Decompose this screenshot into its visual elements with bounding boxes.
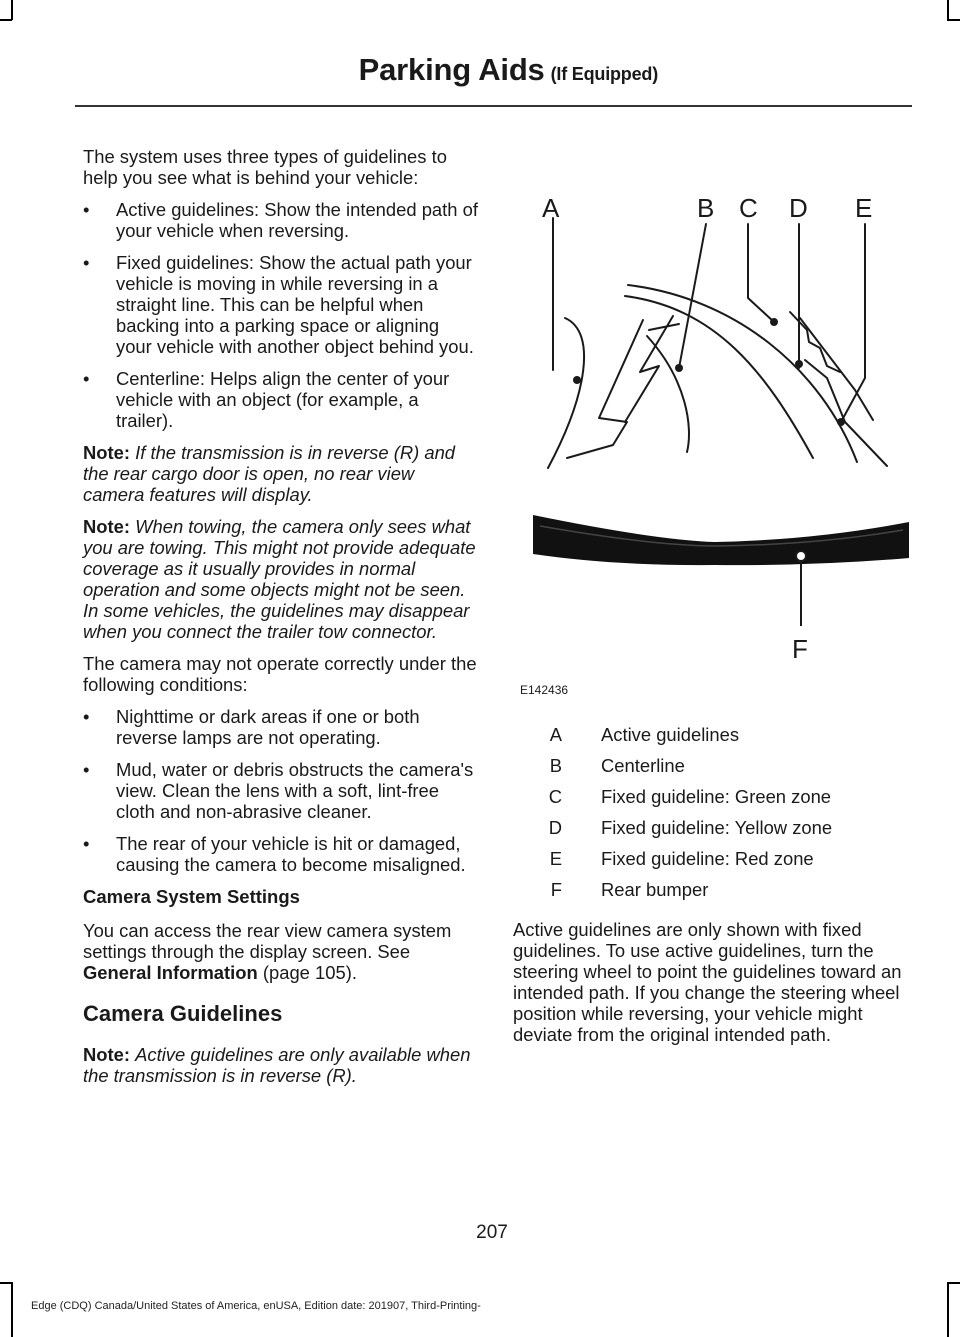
legend-key: A: [549, 724, 562, 745]
footer-edition: Edge (CDQ) Canada/United States of America, enUSA, Edition date: 201907, Third-Printing-: [31, 1300, 481, 1312]
list-item-text: Active guidelines: Show the intended path of your vehicle when reversing.: [116, 199, 478, 241]
legend-value: Active guidelines: [601, 724, 740, 745]
note-text: If the transmission is in reverse (R) and the rear cargo door is open, no rear view camera features will display.: [83, 442, 456, 505]
list-item: [83, 368, 478, 431]
legend-row: [515, 848, 915, 879]
callout-dot-a: [573, 376, 581, 384]
label-c: C: [739, 193, 758, 223]
figure-code: E142436: [520, 683, 569, 697]
list-item: [83, 759, 478, 822]
bullet-dot: •: [83, 759, 90, 780]
rear-bumper-shape: [533, 515, 909, 565]
legend-key: D: [548, 817, 562, 838]
crop-mark: [11, 0, 13, 20]
guidelines-diagram: [515, 190, 915, 700]
section-heading-guidelines: Camera Guidelines: [83, 1001, 283, 1026]
label-f: F: [792, 634, 808, 664]
crop-mark: [947, 19, 960, 21]
legend-value: Centerline: [601, 755, 685, 776]
left-column: [83, 146, 478, 1097]
crop-mark: [947, 0, 949, 20]
legend-row: [515, 817, 915, 848]
note-label: Note:: [83, 1044, 130, 1065]
crop-mark: [947, 1282, 949, 1337]
settings-paragraph: [83, 920, 478, 983]
legend-row: [515, 879, 915, 910]
figure-legend: [515, 724, 915, 910]
callout-dot-e: [837, 418, 845, 426]
page-reference: (page 105).: [257, 962, 357, 983]
legend-key: C: [548, 786, 562, 807]
callout-dot-b: [675, 364, 683, 372]
page-subtitle: (If Equipped): [550, 64, 658, 84]
list-item: [83, 706, 478, 748]
legend-row: [515, 786, 915, 817]
active-guidelines-paragraph: Active guidelines are only shown with fixed guidelines. To use active guidelines, turn the steering wheel to point the guidelines toward an intended path. If you change the steering wheel position while reversing, your vehicle might deviate from the original intended path.: [513, 919, 902, 1045]
camera-guidelines-figure: [515, 190, 915, 700]
page-number: 207: [476, 1222, 508, 1243]
crop-mark: [0, 19, 12, 21]
conditions-intro: The camera may not operate correctly under the following conditions:: [83, 653, 477, 695]
header-divider: [75, 105, 912, 107]
leader-c: [748, 224, 774, 322]
crop-mark: [0, 1282, 12, 1284]
bullet-dot: •: [83, 706, 90, 727]
fixed-guideline-left-inner: [625, 316, 673, 422]
list-item: [83, 833, 478, 875]
list-item-text: Centerline: Helps align the center of your vehicle with an object (for example, a trailer).: [116, 368, 450, 431]
legend-key: E: [549, 848, 562, 869]
bullet-dot: •: [83, 252, 90, 273]
callout-dot-d: [795, 360, 803, 368]
callout-dot-f: [796, 551, 806, 561]
legend-row: [515, 755, 915, 786]
callout-dot-c: [770, 318, 778, 326]
note-active-guidelines: [83, 1044, 478, 1086]
cross-reference-link[interactable]: General Information: [83, 962, 258, 983]
label-b: B: [697, 193, 715, 223]
crop-mark: [947, 1282, 960, 1284]
note-text: Active guidelines are only available when the transmission is in reverse (R).: [83, 1044, 471, 1086]
page-title-text: Parking Aids: [358, 52, 545, 87]
bullet-dot: •: [83, 199, 90, 220]
bullet-dot: •: [83, 368, 90, 389]
label-e: E: [855, 193, 873, 223]
label-d: D: [789, 193, 808, 223]
fixed-guideline-left: [567, 320, 643, 458]
legend-value: Fixed guideline: Yellow zone: [601, 817, 833, 838]
legend-value: Fixed guideline: Green zone: [601, 786, 832, 807]
legend-row: [515, 724, 915, 755]
fixed-guideline-right-outer: [800, 318, 873, 420]
crop-mark: [11, 1282, 13, 1337]
note-text: When towing, the camera only sees what you are towing. This might not provide adequate coverage as it usually provides in normal operation and some objects might not be seen. In some vehicles, the guidelines may disappear when you connect the trailer tow connector.: [83, 516, 476, 642]
bullet-dot: •: [83, 833, 90, 854]
list-item: [83, 252, 478, 357]
settings-text: You can access the rear view camera system settings through the display screen. See: [83, 920, 452, 962]
note-label: Note:: [83, 442, 130, 463]
leader-e: [841, 224, 865, 422]
intro-paragraph: The system uses three types of guidelines to help you see what is behind your vehicle:: [83, 146, 447, 188]
list-item-text: Nighttime or dark areas if one or both reverse lamps are not operating.: [116, 706, 420, 748]
legend-value: Rear bumper: [601, 879, 709, 900]
note-label: Note:: [83, 516, 130, 537]
legend-key: F: [550, 879, 562, 900]
note-towing: [83, 516, 478, 642]
fixed-guideline-tick: [649, 324, 679, 330]
list-item: [83, 199, 478, 241]
page-title: [359, 52, 658, 88]
note-reverse-cargo: [83, 442, 478, 505]
list-item-text: Mud, water or debris obstructs the camera's view. Clean the lens with a soft, lint-free cloth and non-abrasive cleaner.: [116, 759, 474, 822]
legend-key: B: [549, 755, 562, 776]
section-heading-settings: Camera System Settings: [83, 886, 300, 907]
list-item-text: Fixed guidelines: Show the actual path your vehicle is moving in while reversing in a straight line. This can be helpful when backing into a parking space or aligning your vehicle with another object behind you.: [116, 252, 474, 357]
legend-value: Fixed guideline: Red zone: [601, 848, 814, 869]
list-item-text: The rear of your vehicle is hit or damaged, causing the camera to become misaligned.: [116, 833, 466, 875]
label-a: A: [542, 193, 560, 223]
